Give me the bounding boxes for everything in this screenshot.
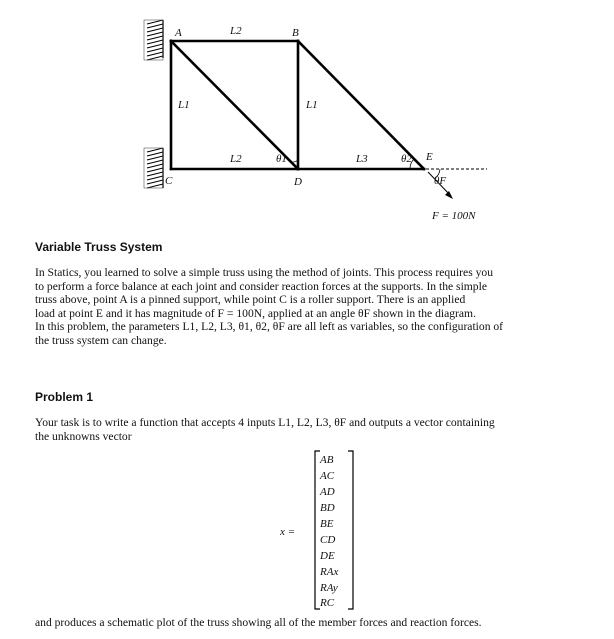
paragraph-line: the unknowns vector <box>35 429 132 443</box>
label-l1-mid: L1 <box>306 99 318 111</box>
member-ad <box>171 41 298 169</box>
joint-label-d: D <box>294 176 302 188</box>
vector-entry: CD <box>320 534 336 546</box>
vector-entry: AC <box>320 470 335 482</box>
paragraph-line: to perform a force balance at each joint and consider reaction forces at the supports. In the simple <box>35 279 487 293</box>
label-thetaF: θF <box>434 175 447 187</box>
paragraph-line: In this problem, the parameters L1, L2, L3, θ1, θ2, θF are all left as variables, so the configuration of <box>35 320 504 334</box>
paragraph-line: Your task is to write a function that accepts 4 inputs L1, L2, L3, θF and outputs a vector containing <box>35 416 495 429</box>
vector-entry: RC <box>320 597 335 609</box>
section-heading-problem-1: Problem 1 <box>35 390 94 404</box>
paragraph-line: load at point E and it has magnitude of F = 100N, applied at an angle θF shown in the diagram. <box>35 306 476 320</box>
label-theta1: θ1 <box>276 153 287 165</box>
vector-entry: BE <box>320 518 334 530</box>
force-label: F = 100N <box>432 210 476 222</box>
closing-sentence: and produces a schematic plot of the truss showing all of the member forces and reaction forces. <box>35 616 482 629</box>
roller-support-c <box>144 148 163 188</box>
label-l1-left: L1 <box>178 99 190 111</box>
label-l2-top: L2 <box>230 25 242 37</box>
joint-label-b: B <box>292 27 299 39</box>
vector-entry: RAy <box>320 582 338 594</box>
label-theta2: θ2 <box>401 153 412 165</box>
label-l3: L3 <box>356 153 368 165</box>
vector-entry: AB <box>320 454 334 466</box>
bracket-right <box>348 451 353 609</box>
joint-label-a: A <box>175 27 182 39</box>
joint-label-e: E <box>426 151 433 163</box>
section1-paragraph <box>35 266 609 348</box>
unknowns-vector <box>280 449 360 611</box>
paragraph-line: truss above, point A is a pinned support, while point C is a roller support. There is an applied <box>35 293 466 307</box>
pinned-support-a <box>144 20 163 60</box>
vector-entry: BD <box>320 502 335 514</box>
vector-entry: RAx <box>320 566 339 578</box>
label-l2-bottom: L2 <box>230 153 242 165</box>
section-heading-variable-truss: Variable Truss System <box>35 240 163 254</box>
paragraph-line: In Statics, you learned to solve a simple truss using the method of joints. This process requires you <box>35 266 493 279</box>
force-arrowhead <box>445 191 453 199</box>
vector-name: x = <box>280 526 296 538</box>
paragraph-line: the truss system can change. <box>35 333 167 347</box>
joint-label-c: C <box>165 175 173 187</box>
vector-entry: AD <box>320 486 335 498</box>
truss-diagram <box>0 0 614 235</box>
section2-paragraph <box>35 416 609 443</box>
vector-entry: DE <box>320 550 335 562</box>
